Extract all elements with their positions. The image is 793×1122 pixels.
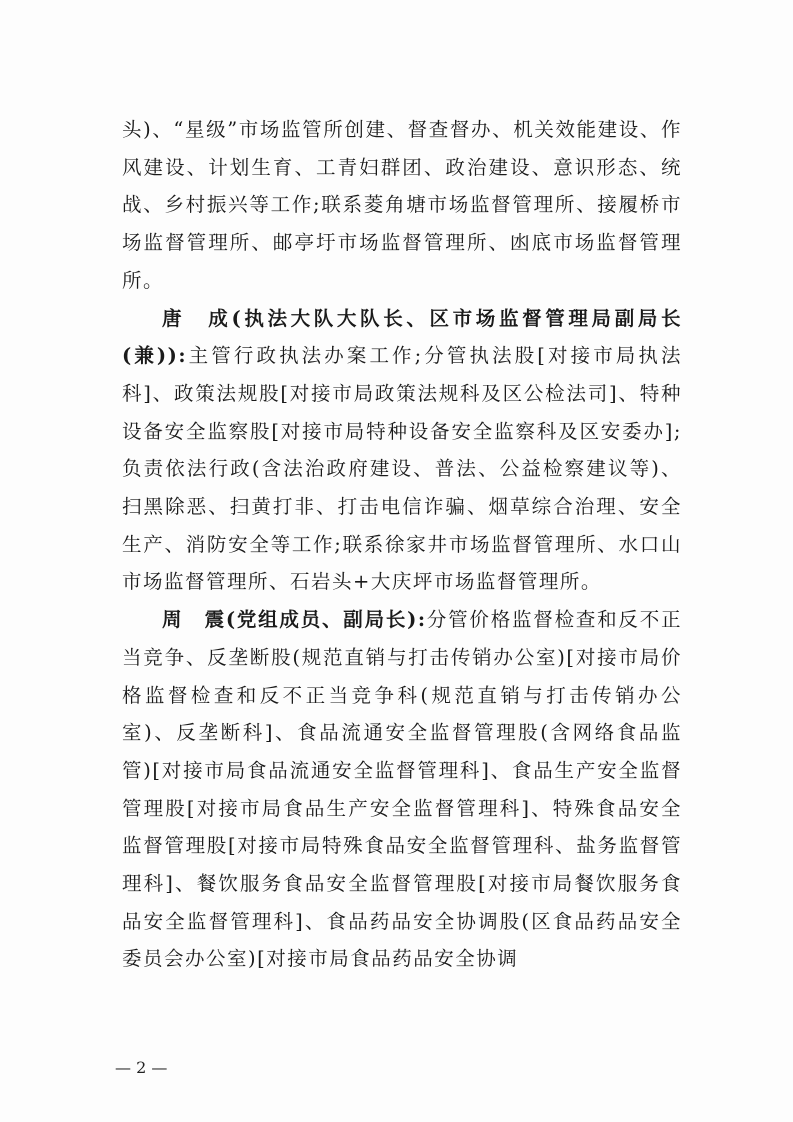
- paragraph-2-text: 主管行政执法办案工作;分管执法股[对接市局执法科]、政策法规股[对接市局政策法规科及区公检法司]、特种设备安全监察股[对接市局特种设备安全监察科及区安委办];负责依法行政(含法治政府建设、普法、公益检察建议等)、扫黑除恶、扫黄打非、打击电信诈骗、烟草综合治理、安全生产、消防安全等工作;联系徐家井市场监督管理所、水口山市场监督管理所、石岩头+大庆坪市场监督管理所。: [122, 344, 682, 594]
- paragraph-3-heading: 周 震(党组成员、副局长):: [162, 608, 427, 632]
- document-body: [122, 111, 682, 978]
- paragraph-3-text: 分管价格监督检查和反不正当竞争、反垄断股(规范直销与打击传销办公室)[对接市局价格监督检查和反不正当竞争科(规范直销与打击传销办公室)、反垄断科]、食品流通安全监督管理股(含网络食品监管)[对接市局食品流通安全监督管理科]、食品生产安全监督管理股[对接市局食品生产安全监督管理科]、特殊食品安全监督管理股[对接市局特殊食品安全监督管理科、盐务监督管理科]、餐饮服务食品安全监督管理股[对接市局餐饮服务食品安全监督管理科]、食品药品安全协调股(区食品药品安全委员会办公室)[对接市局食品药品安全协调: [122, 608, 682, 971]
- paragraph-1-text: 头)、“星级”市场监管所创建、督查督办、机关效能建设、作风建设、计划生育、工青妇群团、政治建设、意识形态、统战、乡村振兴等工作;联系菱角塘市场监督管理所、接履桥市场监督管理所、邮亭圩市场监督管理所、凼底市场监督管理所。: [122, 118, 682, 292]
- paragraph-1: [122, 111, 682, 300]
- paragraph-2-heading: 唐 成(执法大队大队长、区市场监督管理局副局长(兼)):: [122, 306, 682, 368]
- paragraph-3: [122, 601, 682, 978]
- paragraph-2: [122, 300, 682, 602]
- page-number: — 2 —: [115, 1058, 168, 1077]
